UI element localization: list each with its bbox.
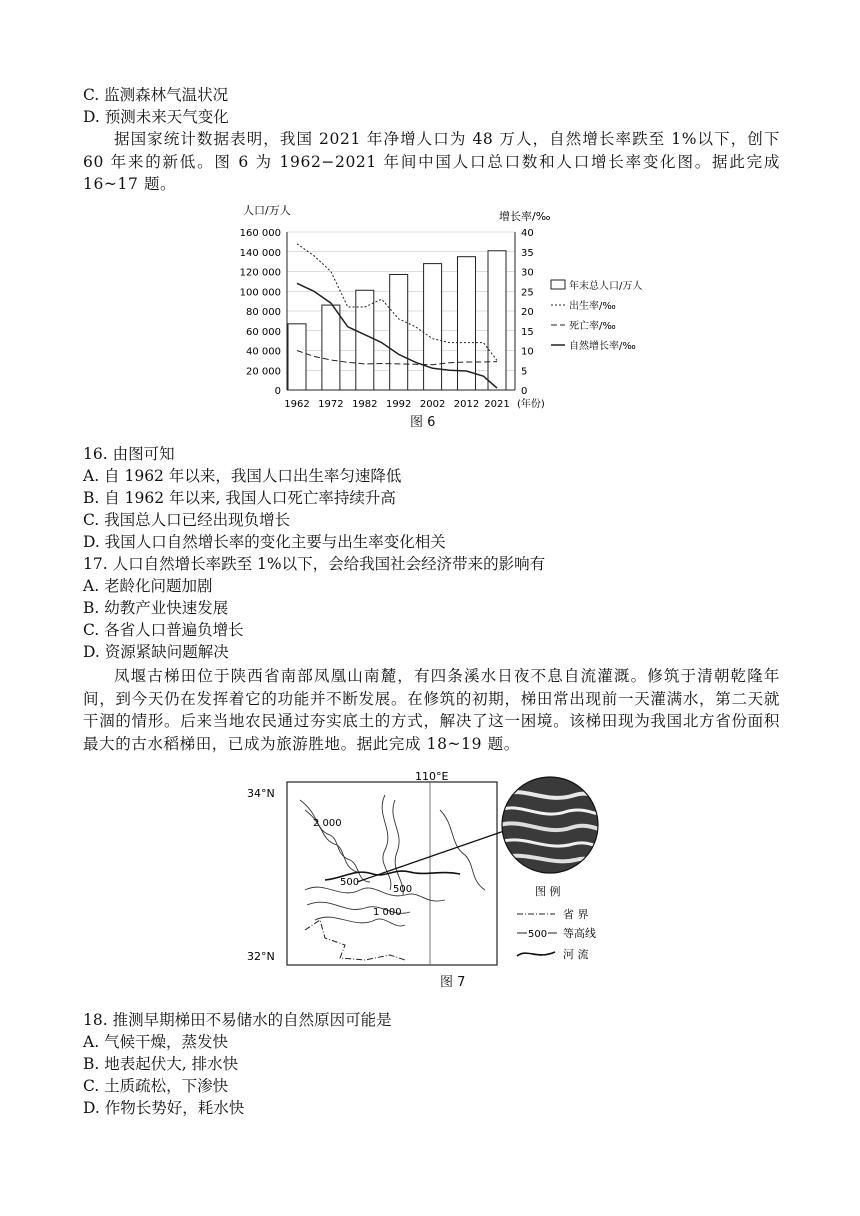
- q17-option-a: A. 老龄化问题加剧: [83, 577, 213, 595]
- q18-option-b: B. 地表起伏大, 排水快: [83, 1055, 239, 1073]
- q16-option-c: C. 我国总人口已经出现负增长: [83, 511, 291, 529]
- left-tick-label: 40 000: [246, 346, 281, 358]
- q16-option-d: D. 我国人口自然增长率的变化主要与出生率变化相关: [83, 533, 446, 551]
- lat-32-label: 32°N: [247, 950, 275, 963]
- q16-option-b: B. 自 1962 年以来, 我国人口死亡率持续升高: [83, 489, 396, 507]
- legend-boundary-label: 省 界: [563, 908, 589, 921]
- figure-7-caption: 图 7: [440, 975, 466, 990]
- left-tick-label: 60 000: [246, 326, 281, 338]
- right-tick-label: 15: [521, 326, 534, 338]
- q18-option-c: C. 土质疏松，下渗快: [83, 1077, 229, 1095]
- map-frame: [287, 782, 497, 965]
- legend-label: 自然增长率/‰: [569, 341, 636, 352]
- legend-label: 死亡率/‰: [569, 321, 616, 332]
- left-tick-label: 0: [274, 386, 281, 397]
- contour-label-1000: 1 000: [373, 907, 402, 918]
- left-axis-title: 人口/万人: [243, 204, 291, 217]
- x-tick-label: 1992: [385, 399, 412, 410]
- q15-option-c: C. 监测森林气温状况: [83, 86, 229, 104]
- q15-option-d: D. 预测未来天气变化: [83, 108, 229, 126]
- q18-option-a: A. 气候干燥，蒸发快: [83, 1033, 229, 1051]
- left-tick-label: 100 000: [239, 287, 281, 299]
- q18-stem: 18. 推测早期梯田不易储水的自然原因可能是: [83, 1011, 392, 1029]
- right-tick-label: 35: [521, 247, 534, 259]
- q17-option-b: B. 幼教产业快速发展: [83, 599, 229, 617]
- passage-population: 据国家统计数据表明，我国 2021 年净增人口为 48 万人，自然增长率跌至 1%以下，创下 60 年来的新低。图 6 为 1962−2021 年间中国人口总口数和人口增长率变化图。据此完成 16~17 题。: [83, 130, 780, 193]
- right-tick-label: 5: [521, 366, 528, 378]
- contour-line: [382, 795, 391, 890]
- contour-line: [315, 917, 405, 926]
- x-tick-label: 2021: [484, 399, 510, 410]
- right-tick-label: 30: [521, 267, 534, 279]
- population-chart: [235, 198, 665, 438]
- legend-label: 出生率/‰: [569, 301, 616, 312]
- contour-line: [393, 800, 403, 895]
- lat-34-label: 34°N: [247, 787, 275, 800]
- q17-stem: 17. 人口自然增长率跌至 1%以下，会给我国社会经济带来的影响有: [83, 555, 546, 573]
- right-tick-label: 20: [521, 307, 534, 318]
- population-bar: [356, 290, 374, 390]
- left-tick-label: 80 000: [246, 307, 281, 318]
- left-tick-label: 140 000: [239, 247, 281, 259]
- right-tick-label: 25: [521, 287, 534, 299]
- contour-line: [440, 810, 485, 890]
- lon-110-label: 110°E: [415, 770, 449, 783]
- legend-swatch: [551, 280, 565, 289]
- right-tick-label: 10: [521, 346, 534, 358]
- q16-option-a: A. 自 1962 年以来，我国人口出生率匀速降低: [83, 467, 402, 485]
- legend-river-sample: [517, 952, 555, 956]
- left-tick-label: 160 000: [239, 228, 281, 239]
- right-axis-title: 增长率/‰: [499, 210, 551, 223]
- x-tick-label: 2002: [419, 399, 446, 410]
- population-bar: [424, 264, 442, 390]
- legend-contour-label: 等高线: [563, 927, 596, 940]
- population-bar: [288, 324, 306, 390]
- x-tick-label: 1972: [318, 399, 344, 410]
- right-tick-label: 40: [521, 228, 534, 239]
- right-tick-label: 0: [521, 386, 528, 397]
- population-bar: [390, 274, 408, 390]
- legend-contour-sample: 500: [528, 929, 548, 940]
- q16-stem: 16. 由图可知: [83, 445, 175, 463]
- contour-label-500-b: 500: [393, 884, 413, 895]
- map-legend-title: 图 例: [535, 885, 561, 898]
- x-tick-label: 2012: [453, 399, 480, 410]
- contour-line: [300, 800, 370, 882]
- terrace-map: [245, 770, 630, 990]
- photo-pointer: [357, 830, 507, 882]
- figure-6-caption: 图 6: [410, 415, 436, 430]
- contour-label-2000: 2 000: [313, 818, 342, 829]
- x-tick-label: 1982: [352, 399, 378, 410]
- contour-label-500-a: 500: [340, 877, 360, 888]
- q18-option-d: D. 作物长势好，耗水快: [83, 1099, 245, 1117]
- legend-label: 年末总人口/万人: [569, 281, 643, 292]
- figure-7: [245, 770, 630, 990]
- legend-river-label: 河 流: [563, 948, 589, 961]
- x-axis-title: (年份): [517, 399, 545, 410]
- population-bar: [488, 251, 506, 390]
- left-tick-label: 120 000: [239, 267, 281, 279]
- population-bar: [322, 305, 340, 390]
- q17-option-d: D. 资源紧缺问题解决: [83, 643, 229, 661]
- terrace-photo: [500, 775, 605, 875]
- passage-terrace: 凤堰古梯田位于陕西省南部凤凰山南麓，有四条溪水日夜不息自流灌溉。修筑于清朝乾隆年间，到今天仍在发挥着它的功能并不断发展。在修筑的初期，梯田常出现前一天灌满水，第二天就干涸的情形。后来当地农民通过夯实底土的方式，解决了这一困境。该梯田现为我国北方省份面积最大的古水稻梯田，已成为旅游胜地。据此完成 18~19 题。: [83, 667, 780, 753]
- figure-6: [235, 198, 665, 438]
- x-tick-label: 1962: [284, 399, 310, 410]
- contour-line: [305, 887, 445, 901]
- left-tick-label: 20 000: [246, 366, 281, 378]
- province-boundary: [305, 920, 405, 960]
- q17-option-c: C. 各省人口普遍负增长: [83, 621, 244, 639]
